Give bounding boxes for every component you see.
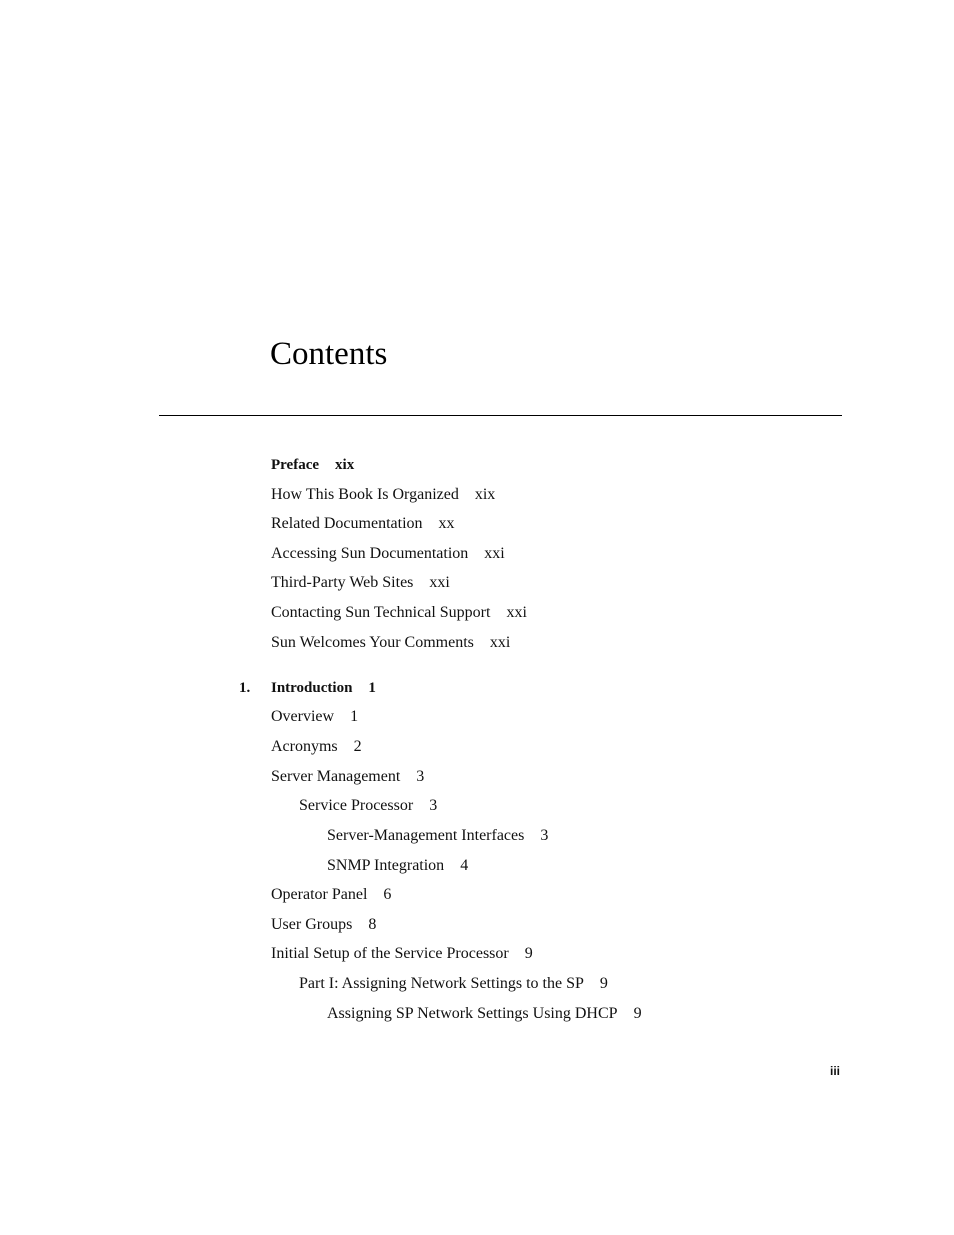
toc-page-number: 9 xyxy=(633,1005,642,1022)
toc-page-number: xxi xyxy=(489,634,511,651)
toc-entry-text xyxy=(271,632,510,654)
toc-entry-text xyxy=(271,766,424,788)
toc-entry-text xyxy=(271,543,505,565)
toc-page-number: 9 xyxy=(524,945,533,962)
toc-label: Server Management xyxy=(271,768,401,785)
toc-entry-text xyxy=(271,706,358,728)
toc-label: Overview xyxy=(271,708,335,725)
toc-page-number: 2 xyxy=(353,738,362,755)
toc-label: Server-Management Interfaces xyxy=(327,827,525,844)
toc-entry-text xyxy=(271,602,527,624)
toc-entry-text xyxy=(271,943,533,965)
toc-entry-text xyxy=(271,454,354,476)
toc-page-number: 8 xyxy=(368,916,377,933)
toc-page-number: 1 xyxy=(350,708,359,725)
toc-page-number: xxi xyxy=(484,545,505,562)
toc-page-number: 9 xyxy=(599,975,608,992)
title-divider xyxy=(159,415,842,416)
toc-entry-text xyxy=(271,572,450,594)
toc-label: Introduction xyxy=(271,680,353,696)
toc-entry-text xyxy=(327,825,548,847)
toc-label: Service Processor xyxy=(299,797,414,814)
toc-label: Contacting Sun Technical Support xyxy=(271,604,491,621)
toc-page-number: 3 xyxy=(540,827,549,844)
toc-label: Operator Panel xyxy=(271,886,368,903)
toc-entry-text xyxy=(271,914,376,936)
toc-label: SNMP Integration xyxy=(327,857,445,874)
toc-label: Assigning SP Network Settings Using DHCP xyxy=(327,1005,618,1022)
toc-entry-text xyxy=(271,677,376,699)
toc-entry-text xyxy=(271,513,455,535)
toc-entry-text xyxy=(271,484,495,506)
toc-page-number: 6 xyxy=(383,886,392,903)
page-number: iii xyxy=(830,1064,841,1078)
toc-page-number: xxi xyxy=(429,574,450,591)
toc-label: Related Documentation xyxy=(271,515,423,532)
toc-entry-text xyxy=(327,1003,642,1025)
toc-page-number: xix xyxy=(335,457,355,473)
toc-label: Sun Welcomes Your Comments xyxy=(271,634,474,651)
toc-label: Preface xyxy=(271,457,320,473)
toc-label: How This Book Is Organized xyxy=(271,486,459,503)
toc-page-number: 1 xyxy=(368,680,376,696)
toc-label: Acronyms xyxy=(271,738,338,755)
toc-page-number: xxi xyxy=(506,604,527,621)
toc-page-number: xx xyxy=(438,515,455,532)
toc-page-number: 3 xyxy=(416,768,425,785)
toc-label: User Groups xyxy=(271,916,353,933)
toc-page-number: 3 xyxy=(429,797,438,814)
toc-entry-text xyxy=(299,973,608,995)
page-title: Contents xyxy=(270,336,388,372)
toc-entry-text xyxy=(299,795,437,817)
toc-label: Accessing Sun Documentation xyxy=(271,545,469,562)
toc-chapter-number: 1. xyxy=(239,680,251,696)
toc-page-number: xix xyxy=(474,486,496,503)
toc-entry-text xyxy=(271,736,362,758)
toc-label: Part I: Assigning Network Settings to the SP xyxy=(299,975,584,992)
toc-label: Initial Setup of the Service Processor xyxy=(271,945,509,962)
toc-page-number: 4 xyxy=(460,857,469,874)
toc-entry-text xyxy=(327,855,468,877)
toc-entry-text xyxy=(271,884,391,906)
toc-label: Third-Party Web Sites xyxy=(271,574,414,591)
